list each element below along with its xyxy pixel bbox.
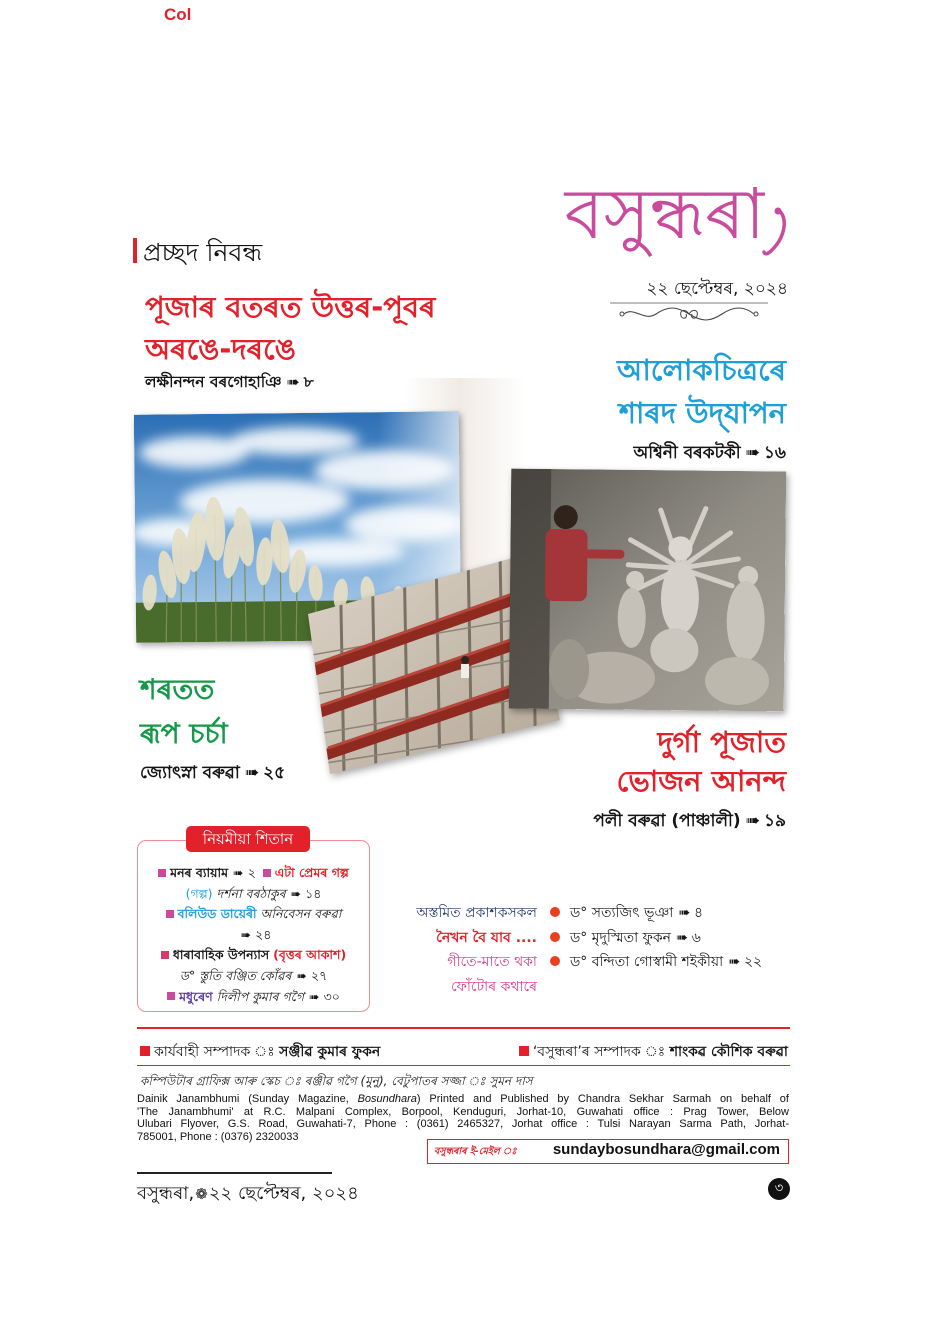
editor-name: শাংকৱ কৌশিক বৰুৱা	[669, 1044, 788, 1060]
article-puja-page: ৮	[303, 373, 314, 391]
regular-item-page: ২৭	[310, 967, 328, 983]
email-box	[427, 1139, 789, 1164]
article-food-page: ১৯	[763, 811, 786, 831]
article-food-headline-line2: ভোজন আনন্দ	[616, 764, 786, 798]
article-beauty-headline-line2: ৰূপ চৰ্চা	[140, 717, 228, 750]
regular-item-line	[138, 966, 369, 987]
article-photo-headline-line2: শাৰদ উদ্‌যাপন	[618, 396, 786, 430]
regular-item-name: এটা প্ৰেমৰ গল্প	[274, 865, 349, 880]
square-bullet-icon	[158, 869, 166, 877]
regular-item-line	[138, 945, 369, 966]
regular-item-line	[138, 987, 369, 1008]
round-bullet-icon	[550, 956, 560, 966]
arrow-icon	[282, 373, 304, 391]
footer-rule	[137, 1172, 332, 1174]
other-article-entry	[550, 926, 790, 951]
executive-editor-role: কাৰ্যবাহী সম্পাদক ঃ	[154, 1044, 275, 1060]
arrow-icon	[671, 930, 692, 946]
editor-line	[470, 1040, 788, 1064]
arrow-icon	[240, 763, 263, 783]
email-address-link[interactable]: sundaybosundhara@gmail.com	[552, 1141, 780, 1158]
regular-item-author: দৰ্শনা বৰঠাকুৰ	[216, 885, 286, 901]
article-food-byline	[470, 808, 786, 836]
article-puja-author: লক্ষীনন্দন বৰগোহাঞি	[145, 373, 282, 391]
regular-item-author: অনিবেসন বৰুৱা	[260, 906, 342, 922]
regular-item-line	[138, 884, 369, 905]
article-photo-headline-line1: আলোকচিত্ৰৰে	[616, 353, 786, 387]
article-puja-headline-line1: পূজাৰ বতৰত উত্তৰ-পূবৰ	[145, 290, 436, 324]
round-bullet-icon	[550, 932, 560, 942]
arrow-icon	[228, 865, 247, 880]
arrow-icon	[291, 968, 310, 983]
cover-feature-label: প্ৰচ্ছদ নিবন্ধ	[143, 238, 263, 267]
regular-item-subtitle: (বৃত্তৰ আকাশ)	[273, 947, 347, 963]
issue-date: ২২ ছেপ্টেম্বৰ, ২০২৪	[646, 279, 788, 299]
square-bullet-icon	[161, 951, 169, 959]
regular-item-line	[138, 904, 369, 925]
ornament-flourish-icon	[610, 300, 768, 324]
imprint-line: 785001, Phone : (0376) 2320033	[137, 1130, 299, 1143]
arrow-icon	[723, 954, 744, 970]
other-article-title: ফোঁটোৰ কথাৰে	[450, 978, 537, 995]
other-articles-titles	[380, 901, 537, 999]
regular-item-page: ২৪	[255, 926, 272, 942]
regular-item-page: ১৪	[305, 885, 322, 901]
footer-date: ২২ ছেপ্টেম্বৰ, ২০২৪	[208, 1183, 359, 1204]
other-article-title: গীতে-মাতে থকা	[447, 954, 537, 970]
arrow-icon	[286, 886, 305, 901]
regular-item-line	[138, 925, 369, 946]
square-bullet-icon	[166, 910, 174, 918]
article-beauty-headline-line1: শৰতত	[140, 673, 215, 706]
regular-sections-title: নিয়মীয়া শিতান	[186, 826, 310, 852]
regular-item-line	[138, 863, 369, 884]
other-articles-authors	[550, 901, 790, 975]
arrow-icon	[741, 443, 764, 463]
article-puja-headline-line2: অৰঙে-দৰঙে	[145, 332, 296, 366]
regular-item-name: বলিউড ডায়েৰী	[177, 906, 257, 922]
round-bullet-icon	[550, 907, 560, 917]
imprint-line: Ulubari Flyover, G.S. Road, Guwahati-7, Phone : (0361) 2465327, Jorhat office : Tulsi Narayan Sarma Path, Jorhat-	[137, 1118, 789, 1131]
design-credits: কম্পিউটাৰ গ্ৰাফিক্স আৰু স্কেচ ঃ ৰঞ্জীৱ গগৈ (মুনু), বেটুপাতৰ সজ্জা ঃ সুমন দাস	[140, 1074, 533, 1088]
durga-idol-photo	[509, 469, 786, 712]
imprint-text: Dainik Janambhumi (Sunday Magazine,	[137, 1093, 358, 1105]
square-bullet-icon	[263, 869, 271, 877]
article-food-headline-line1: দুৰ্গা পূজাত	[657, 725, 786, 759]
email-label: বসুন্ধৰাৰ ই-মেইল ঃ	[434, 1146, 517, 1157]
article-photo-author: অশ্বিনী বৰকটকী	[633, 443, 741, 463]
article-beauty-page: ২৫	[263, 763, 286, 783]
masthead-title: বসুন্ধৰা	[564, 173, 765, 255]
imprint-text: ) Printed and Published by Chandra Sekhar Sarmah on behalf of	[416, 1093, 789, 1105]
divider-rule	[137, 1065, 790, 1066]
article-beauty-byline	[140, 760, 285, 788]
regular-item-page: ২	[247, 865, 256, 880]
publisher-imprint	[137, 1093, 789, 1143]
other-article-page: ২২	[743, 954, 763, 970]
regular-item-name: ধাৰাবাহিক উপন্যাস	[172, 947, 270, 963]
other-article-title: নৈখন বৈ যাব ....	[436, 929, 537, 946]
footer-running-title	[137, 1179, 359, 1210]
square-bullet-icon	[519, 1046, 529, 1056]
regular-item-author: দিলীপ কুমাৰ গগৈ	[216, 988, 305, 1004]
other-article-entry	[550, 950, 790, 975]
page-number-badge: ৩	[768, 1178, 790, 1200]
other-article-title: অস্তমিত প্ৰকাশকসকল	[416, 905, 537, 921]
other-article-page: ৬	[691, 929, 701, 946]
divider-rule	[137, 1027, 790, 1029]
masthead-tail-swirl-icon	[762, 206, 792, 258]
corner-mark: Col	[164, 5, 192, 24]
section-label-bar	[133, 238, 137, 263]
article-puja-byline	[145, 370, 314, 396]
regular-item-page: ৩০	[323, 988, 340, 1004]
editor-role: ‘বসুন্ধৰা’ৰ সম্পাদক ঃ	[532, 1044, 666, 1060]
regular-item-genre: (গল্প)	[185, 885, 213, 901]
other-article-author: ড° বন্দিতা গোস্বামী শইকীয়া	[570, 954, 724, 970]
executive-editor-name: সঞ্জীৱ কুমাৰ ফুকন	[279, 1044, 381, 1060]
square-bullet-icon	[167, 992, 175, 1000]
imprint-magazine-name: Bosundhara	[357, 1093, 417, 1105]
article-photo-page: ১৬	[763, 443, 786, 463]
imprint-line	[137, 1093, 789, 1106]
footer-title: বসুন্ধৰা,	[137, 1183, 195, 1204]
regular-item-author: ড° স্তুতি বঞ্জিত কোঁৱৰ	[179, 967, 292, 983]
regular-sections-box	[137, 840, 370, 1012]
regular-item-name: মধুৰেণ	[179, 988, 213, 1004]
other-article-author: ড° সত্যজিৎ ভূঞা	[570, 905, 674, 921]
arrow-icon	[741, 811, 764, 831]
imprint-line: 'The Janambhumi' at R.C. Malpani Complex, Borpool, Kenduguri, Jorhat-10, Guwahati office : Prag Tower, Below	[137, 1105, 789, 1118]
article-food-author: পলী বৰুৱা (পাঞ্চালী)	[593, 811, 741, 831]
arrow-icon	[673, 905, 694, 921]
other-article-entry	[550, 901, 790, 926]
other-article-author: ড° মৃদুস্মিতা ফুকন	[570, 929, 671, 946]
regular-item-name: মনৰ ব্যায়াম	[170, 865, 229, 880]
executive-editor-line	[140, 1040, 380, 1064]
article-photo-byline	[500, 440, 786, 468]
flower-ornament-icon	[194, 1183, 209, 1204]
arrow-icon	[236, 927, 255, 942]
article-beauty-author: জ্যোৎস্না বৰুৱা	[140, 763, 240, 783]
square-bullet-icon	[140, 1046, 150, 1056]
arrow-icon	[304, 989, 323, 1004]
other-article-page: ৪	[694, 905, 704, 921]
